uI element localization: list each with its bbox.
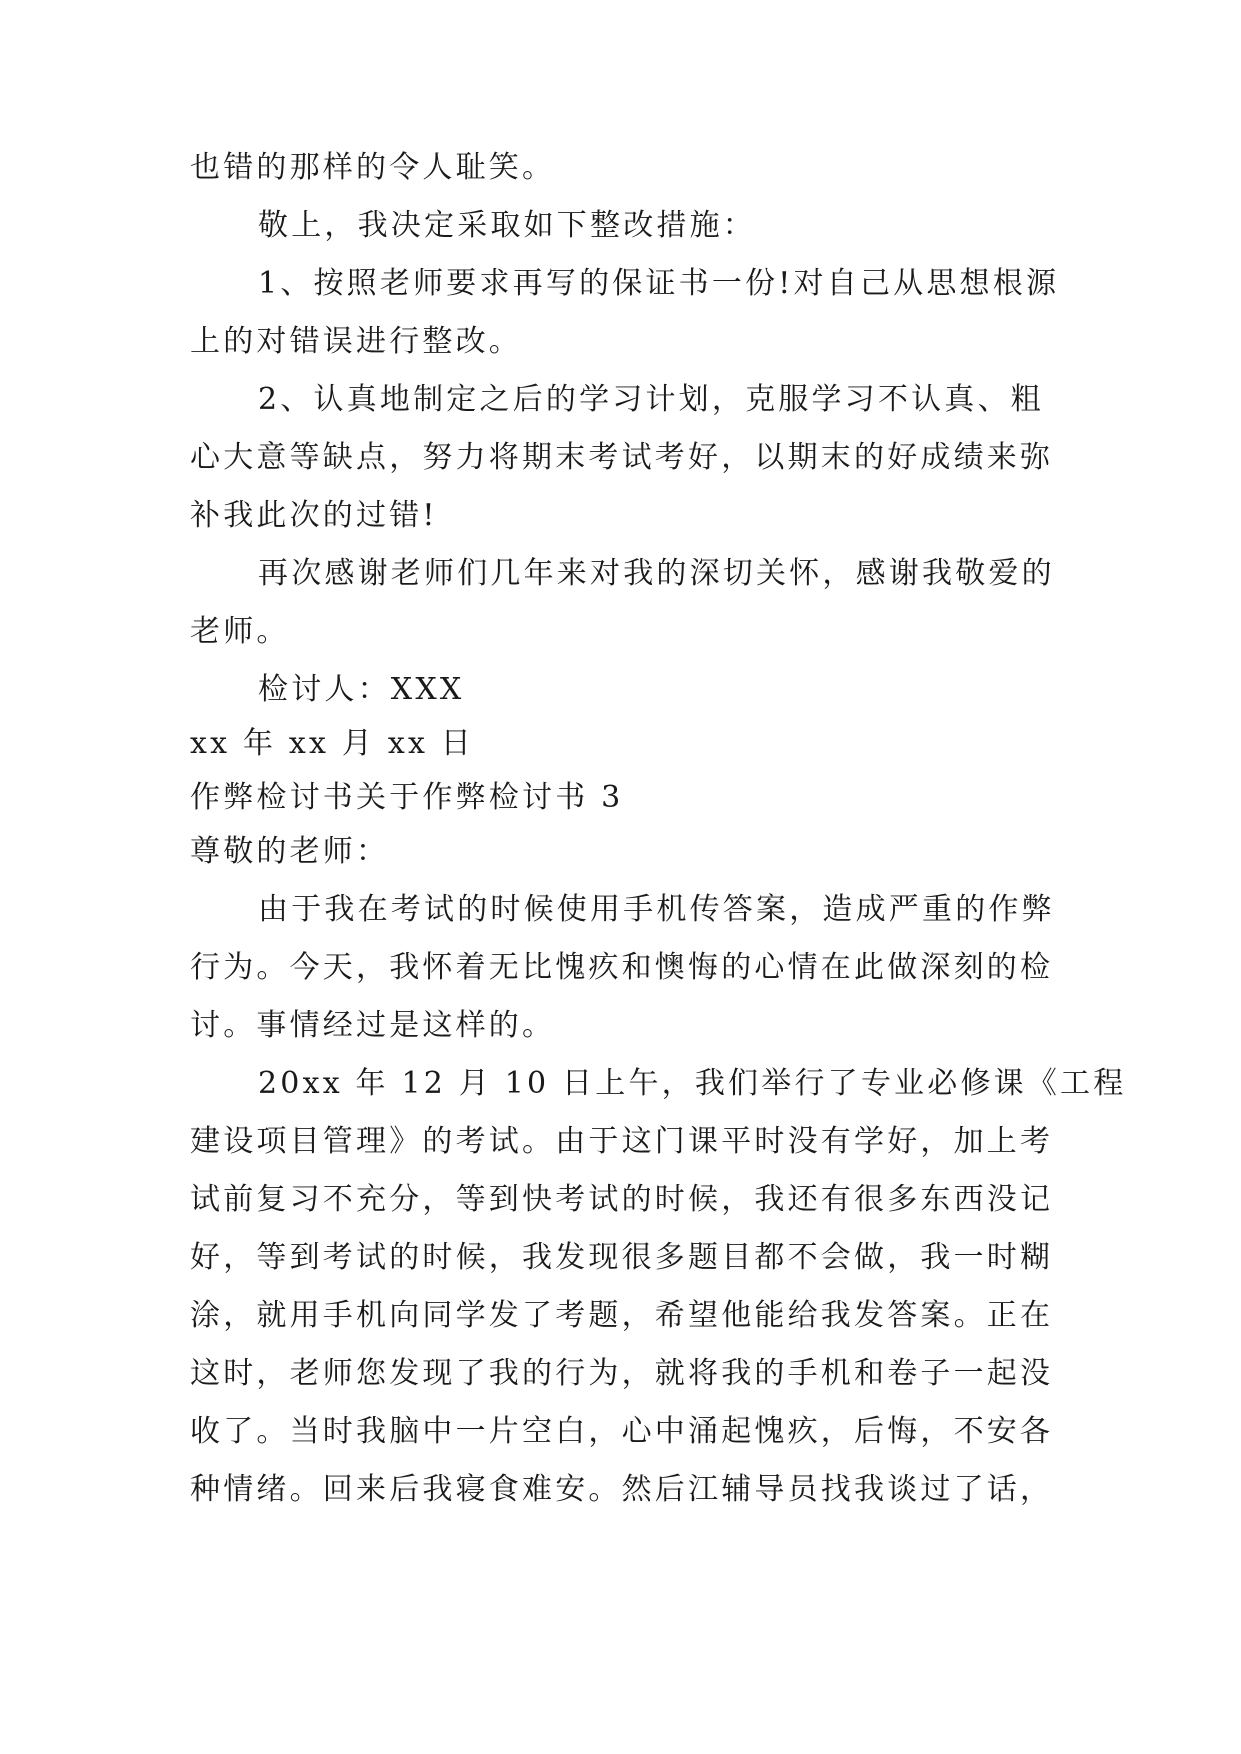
text-line: 20xx 年 12 月 10 日上午，我们举行了专业必修课《工程 xyxy=(258,1066,1127,1101)
text-line: 补我此次的过错! xyxy=(190,498,438,533)
text-line: 这时，老师您发现了我的行为，就将我的手机和卷子一起没 xyxy=(190,1356,1054,1391)
text-line: 也错的那样的令人耻笑。 xyxy=(190,150,556,185)
salutation: 尊敬的老师： xyxy=(190,834,390,869)
text-line: 种情绪。回来后我寝食难安。然后江辅导员找我谈过了话， xyxy=(190,1472,1054,1507)
section-heading: 作弊检讨书关于作弊检讨书 3 xyxy=(190,780,624,815)
text-line: 敬上，我决定采取如下整改措施： xyxy=(258,208,756,243)
text-line: 再次感谢老师们几年来对我的深切关怀，感谢我敬爱的 xyxy=(258,556,1055,591)
text-line: 涂，就用手机向同学发了考题，希望他能给我发答案。正在 xyxy=(190,1298,1054,1333)
text-line: 收了。当时我脑中一片空白，心中涌起愧疚，后悔，不安各 xyxy=(190,1414,1054,1449)
date-line: xx 年 xx 月 xx 日 xyxy=(190,726,474,761)
signature-line: 检讨人：XXX xyxy=(258,672,465,707)
text-line: 试前复习不充分，等到快考试的时候，我还有很多东西没记 xyxy=(190,1182,1054,1217)
text-line: 好，等到考试的时候，我发现很多题目都不会做，我一时糊 xyxy=(190,1240,1054,1275)
text-line: 老师。 xyxy=(190,614,290,649)
text-line: 心大意等缺点，努力将期末考试考好，以期末的好成绩来弥 xyxy=(190,440,1054,475)
text-line: 上的对错误进行整改。 xyxy=(190,324,522,359)
text-line: 1、按照老师要求再写的保证书一份!对自己从思想根源 xyxy=(258,266,1060,301)
text-line: 建设项目管理》的考试。由于这门课平时没有学好，加上考 xyxy=(190,1124,1054,1159)
text-line: 2、认真地制定之后的学习计划，克服学习不认真、粗 xyxy=(258,382,1044,417)
text-line: 行为。今天，我怀着无比愧疚和懊悔的心情在此做深刻的检 xyxy=(190,950,1054,985)
text-line: 讨。事情经过是这样的。 xyxy=(190,1008,556,1043)
text-line: 由于我在考试的时候使用手机传答案，造成严重的作弊 xyxy=(258,892,1055,927)
